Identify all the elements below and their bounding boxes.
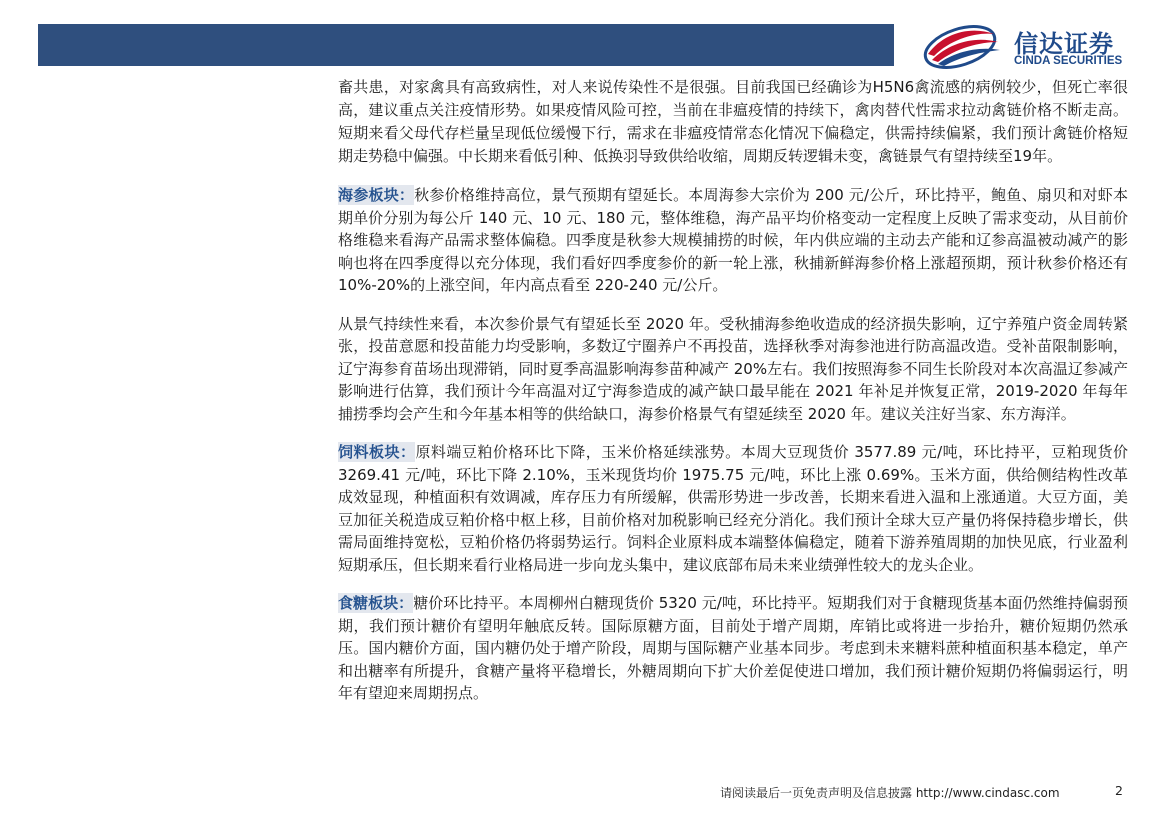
logo-english-name: CINDA SECURITIES	[1014, 55, 1123, 67]
paragraph-text: 从景气持续性来看，本次参价景气有望延长至 2020 年。受秋捕海参绝收造成的经济损失影响，辽宁养殖户资金周转紧张，投苗意愿和投苗能力均受影响，多数辽宁圈养户不再投苗，选择秋季对海参池进行防高温改造。受补苗限制影响，辽宁海参育苗场出现滞销，同时夏季高温影响海参苗种减产 20%左右。我们按照海参不同生长阶段对本次高温辽参减产影响进行估算，我们预计今年高温对辽宁海参造成的减产缺口最早能在 2021 年补足并恢复正常，2019-2020 年每年捕捞季均会产生和今年基本相等的供给缺口，海参价格景气有望延续至 2020 年。建议关注好当家、东方海洋。	[338, 314, 1128, 423]
logo-chinese-name: 信达证券	[1014, 30, 1114, 58]
section-label-sea-cucumber: 海参板块：	[338, 186, 415, 204]
paragraph-text: 糖价环比持平。本周柳州白糖现货价 5320 元/吨，环比持平。短期我们对于食糖现货基本面仍然维持偏弱预期，我们预计糖价有望明年触底反转。国际原糖方面，目前处于增产周期，库销比或将进一步抬升，糖价短期仍然承压。国内糖价方面，国内糖仍处于增产阶段，周期与国际糖产业基本同步。考虑到未来糖料蔗种植面积基本稳定，单产和出糖率有所提升，食糖产量将平稳增长，外糖周期向下扩大价差促使进口增加，我们预计糖价短期仍将偏弱运行，明年有望迎来周期拐点。	[338, 594, 1128, 702]
paragraph-sea-cucumber	[338, 184, 1128, 297]
paragraph-poultry-continued	[338, 76, 1128, 168]
paragraph-sugar	[338, 592, 1128, 705]
section-label-feed: 饲料板块：	[338, 443, 416, 461]
section-label-sugar: 食糖板块：	[338, 594, 414, 612]
paragraph-feed	[338, 441, 1128, 576]
cinda-logo-icon	[920, 20, 1006, 72]
paragraph-text: 畜共患，对家禽具有高致病性，对人来说传染性不是很强。目前我国已经确诊为H5N6禽流感的病例较少，但死亡率很高，建议重点关注疫情形势。如果疫情风险可控，当前在非瘟疫情的持续下，禽肉替代性需求拉动禽链价格不断走高。短期来看父母代存栏量呈现低位缓慢下行，需求在非瘟疫情常态化情况下偏稳定，供需持续偏紧，我们预计禽链价格短期走势稳中偏强。中长期来看低引种、低换羽导致供给收缩，周期反转逻辑未变，禽链景气有望持续至19年。	[338, 78, 1128, 165]
paragraph-text: 原料端豆粕价格环比下降，玉米价格延续涨势。本周大豆现货价 3577.89 元/吨，环比持平，豆粕现货价 3269.41 元/吨，环比下降 2.10%，玉米现货均价 1975.75 元/吨，环比上涨 0.69%。玉米方面，供给侧结构性改革成效显现，种植面积有效调减，库存压力有所缓解，供需形势进一步改善，长期来看进入温和上涨通道。大豆方面，美豆加征关税造成豆粕价格中枢上移，目前价格对加税影响已经充分消化。我们预计全球大豆产量仍将保持稳步增长，供需局面维持宽松，豆粕价格仍将弱势运行。饲料企业原料成本端整体偏稳定，随着下游养殖周期的加快见底，行业盈利短期承压，但长期来看行业格局进一步向龙头集中，建议底部布局未来业绩弹性较大的龙头企业。	[338, 443, 1128, 574]
company-logo	[914, 20, 1144, 72]
report-body	[338, 76, 1128, 721]
page-number: 2	[1115, 783, 1123, 798]
header-bar	[38, 24, 894, 66]
paragraph-text: 秋参价格维持高位，景气预期有望延长。本周海参大宗价为 200 元/公斤，环比持平，鲍鱼、扇贝和对虾本期单价分别为每公斤 140 元、10 元、180 元，整体维稳，海产品平均价格变动一定程度上反映了需求变动，从目前价格维稳来看海产品需求整体偏稳。四季度是秋参大规模捕捞的时候，年内供应端的主动去产能和辽参高温被动减产的影响也将在四季度得以充分体现，我们看好四季度参价的新一轮上涨，秋捕新鲜海参价格上涨超预期，预计秋参价格还有 10%-20%的上涨空间，年内高点看至 220-240 元/公斤。	[338, 186, 1128, 294]
paragraph-sea-cucumber-outlook	[338, 313, 1128, 426]
footer-disclaimer: 请阅读最后一页免责声明及信息披露 http://www.cindasc.com	[720, 786, 1060, 800]
